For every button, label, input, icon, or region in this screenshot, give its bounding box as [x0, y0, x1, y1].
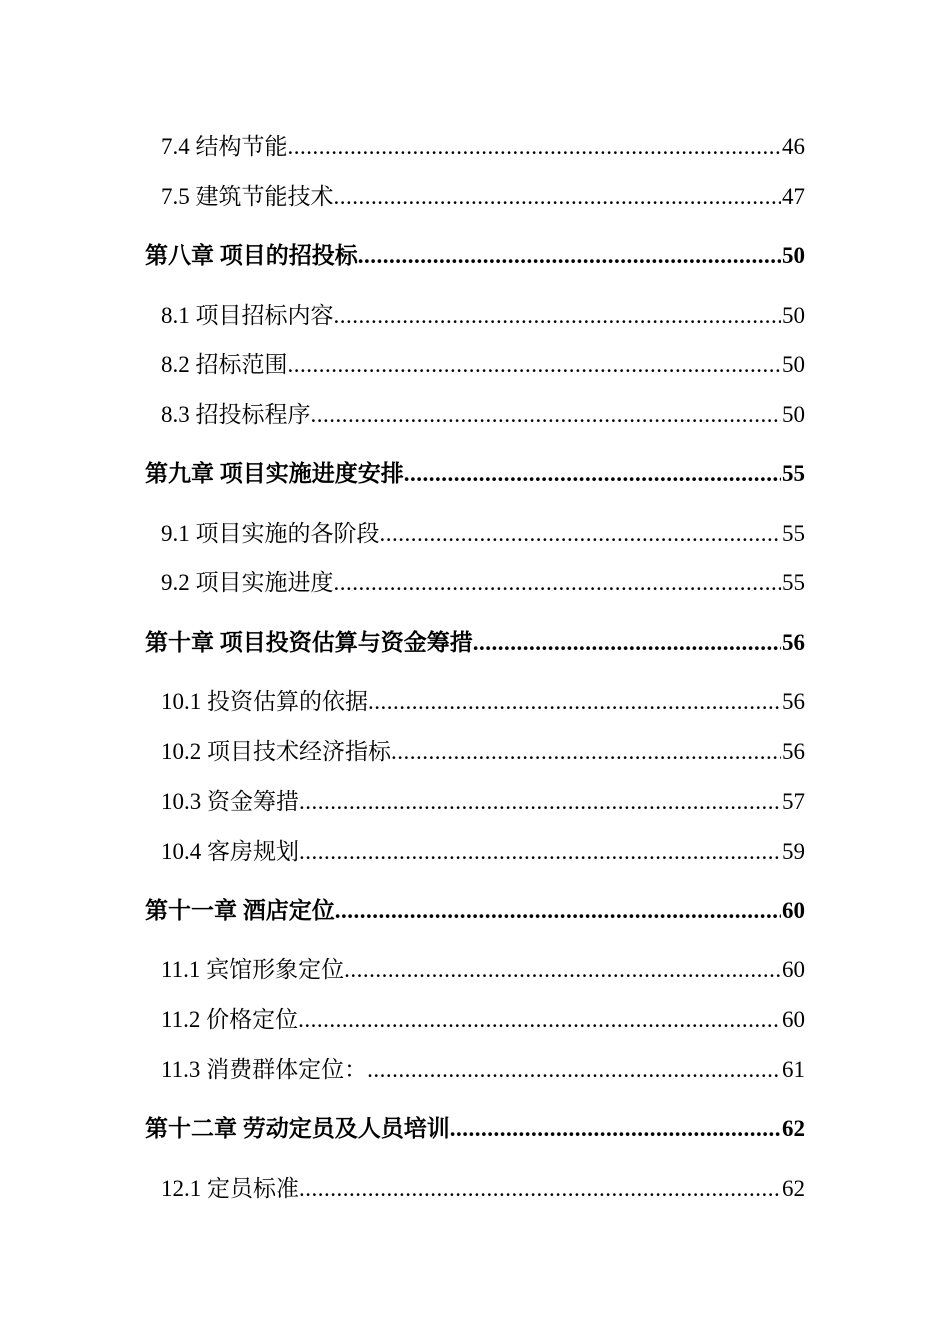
toc-page-number: 46 [782, 134, 805, 159]
toc-entry-9-2[interactable] [161, 569, 805, 597]
toc-dot-leader [380, 520, 782, 548]
toc-page-number: 59 [782, 839, 805, 864]
toc-dot-leader [288, 133, 782, 161]
toc-page-number: 60 [782, 957, 805, 982]
toc-entry-10-1[interactable] [161, 688, 805, 716]
toc-dot-leader [334, 569, 782, 597]
toc-entry-title: 8.2 招标范围 [161, 352, 288, 377]
toc-dot-leader [391, 738, 781, 766]
toc-dot-leader [288, 351, 782, 379]
toc-page-number: 60 [782, 1007, 805, 1032]
toc-chapter-12[interactable] [145, 1115, 805, 1143]
toc-entry-title: 10.1 投资估算的依据 [161, 689, 368, 714]
toc-page-number: 62 [782, 1176, 805, 1201]
toc-entry-title: 11.2 价格定位 [161, 1007, 299, 1032]
toc-page-number: 60 [782, 898, 805, 923]
toc-dot-leader [299, 788, 781, 816]
toc-page-number: 55 [782, 570, 805, 595]
toc-entry-11-3[interactable] [161, 1056, 805, 1084]
toc-entry-title: 9.2 项目实施进度 [161, 570, 334, 595]
toc-dot-leader [358, 242, 781, 270]
toc-page-number: 62 [782, 1116, 805, 1141]
toc-entry-title: 7.5 建筑节能技术 [161, 184, 334, 209]
toc-chapter-title: 第八章 项目的招投标 [145, 243, 358, 268]
toc-entry-9-1[interactable] [161, 520, 805, 548]
toc-page-number: 55 [782, 461, 805, 486]
toc-dot-leader [299, 1175, 781, 1203]
toc-entry-10-3[interactable] [161, 788, 805, 816]
toc-entry-10-2[interactable] [161, 738, 805, 766]
toc-dot-leader [299, 838, 781, 866]
toc-dot-leader [335, 897, 781, 925]
toc-chapter-10[interactable] [145, 629, 805, 657]
toc-dot-leader [334, 302, 782, 330]
toc-page-number: 50 [782, 402, 805, 427]
toc-entry-title: 10.2 项目技术经济指标 [161, 739, 391, 764]
toc-page-number: 50 [782, 352, 805, 377]
toc-dot-leader [311, 401, 782, 429]
toc-entry-title: 11.1 宾馆形象定位 [161, 957, 345, 982]
toc-page-number: 50 [782, 243, 805, 268]
toc-entry-11-1[interactable] [161, 956, 805, 984]
toc-chapter-8[interactable] [145, 242, 805, 270]
toc-entry-10-4[interactable] [161, 838, 805, 866]
toc-entry-7-5[interactable] [161, 183, 805, 211]
toc-chapter-title: 第十章 项目投资估算与资金筹措 [145, 630, 473, 655]
toc-entry-title: 10.3 资金筹措 [161, 789, 299, 814]
toc-dot-leader [344, 956, 781, 984]
toc-entry-11-2[interactable] [161, 1006, 805, 1034]
toc-page-number: 56 [782, 630, 805, 655]
toc-chapter-title: 第十一章 酒店定位 [145, 898, 335, 923]
toc-chapter-title: 第九章 项目实施进度安排 [145, 461, 404, 486]
toc-dot-leader [367, 1056, 781, 1084]
toc-dot-leader [473, 629, 781, 657]
toc-page-number: 50 [782, 303, 805, 328]
toc-entry-title: 9.1 项目实施的各阶段 [161, 521, 380, 546]
toc-entry-8-2[interactable] [161, 351, 805, 379]
toc-entry-title: 12.1 定员标准 [161, 1176, 299, 1201]
toc-chapter-11[interactable] [145, 897, 805, 925]
toc-entry-title: 8.1 项目招标内容 [161, 303, 334, 328]
toc-page-number: 47 [782, 184, 805, 209]
toc-entry-12-1[interactable] [161, 1175, 805, 1203]
toc-dot-leader [298, 1006, 781, 1034]
toc-entry-8-1[interactable] [161, 302, 805, 330]
toc-dot-leader [368, 688, 781, 716]
toc-page-number: 56 [782, 689, 805, 714]
toc-entry-title: 11.3 消费群体定位： [161, 1057, 368, 1082]
toc-page-number: 55 [782, 521, 805, 546]
toc-entry-8-3[interactable] [161, 401, 805, 429]
toc-dot-leader [334, 183, 782, 211]
toc-page-number: 57 [782, 789, 805, 814]
toc-page-number: 56 [782, 739, 805, 764]
toc-entry-7-4[interactable] [161, 133, 805, 161]
toc-page-number: 61 [782, 1057, 805, 1082]
toc-entry-title: 8.3 招投标程序 [161, 402, 311, 427]
toc-entry-title: 10.4 客房规划 [161, 839, 299, 864]
toc-dot-leader [404, 460, 781, 488]
toc-dot-leader [450, 1115, 781, 1143]
toc-chapter-9[interactable] [145, 460, 805, 488]
toc-entry-title: 7.4 结构节能 [161, 134, 288, 159]
toc-chapter-title: 第十二章 劳动定员及人员培训 [145, 1116, 450, 1141]
